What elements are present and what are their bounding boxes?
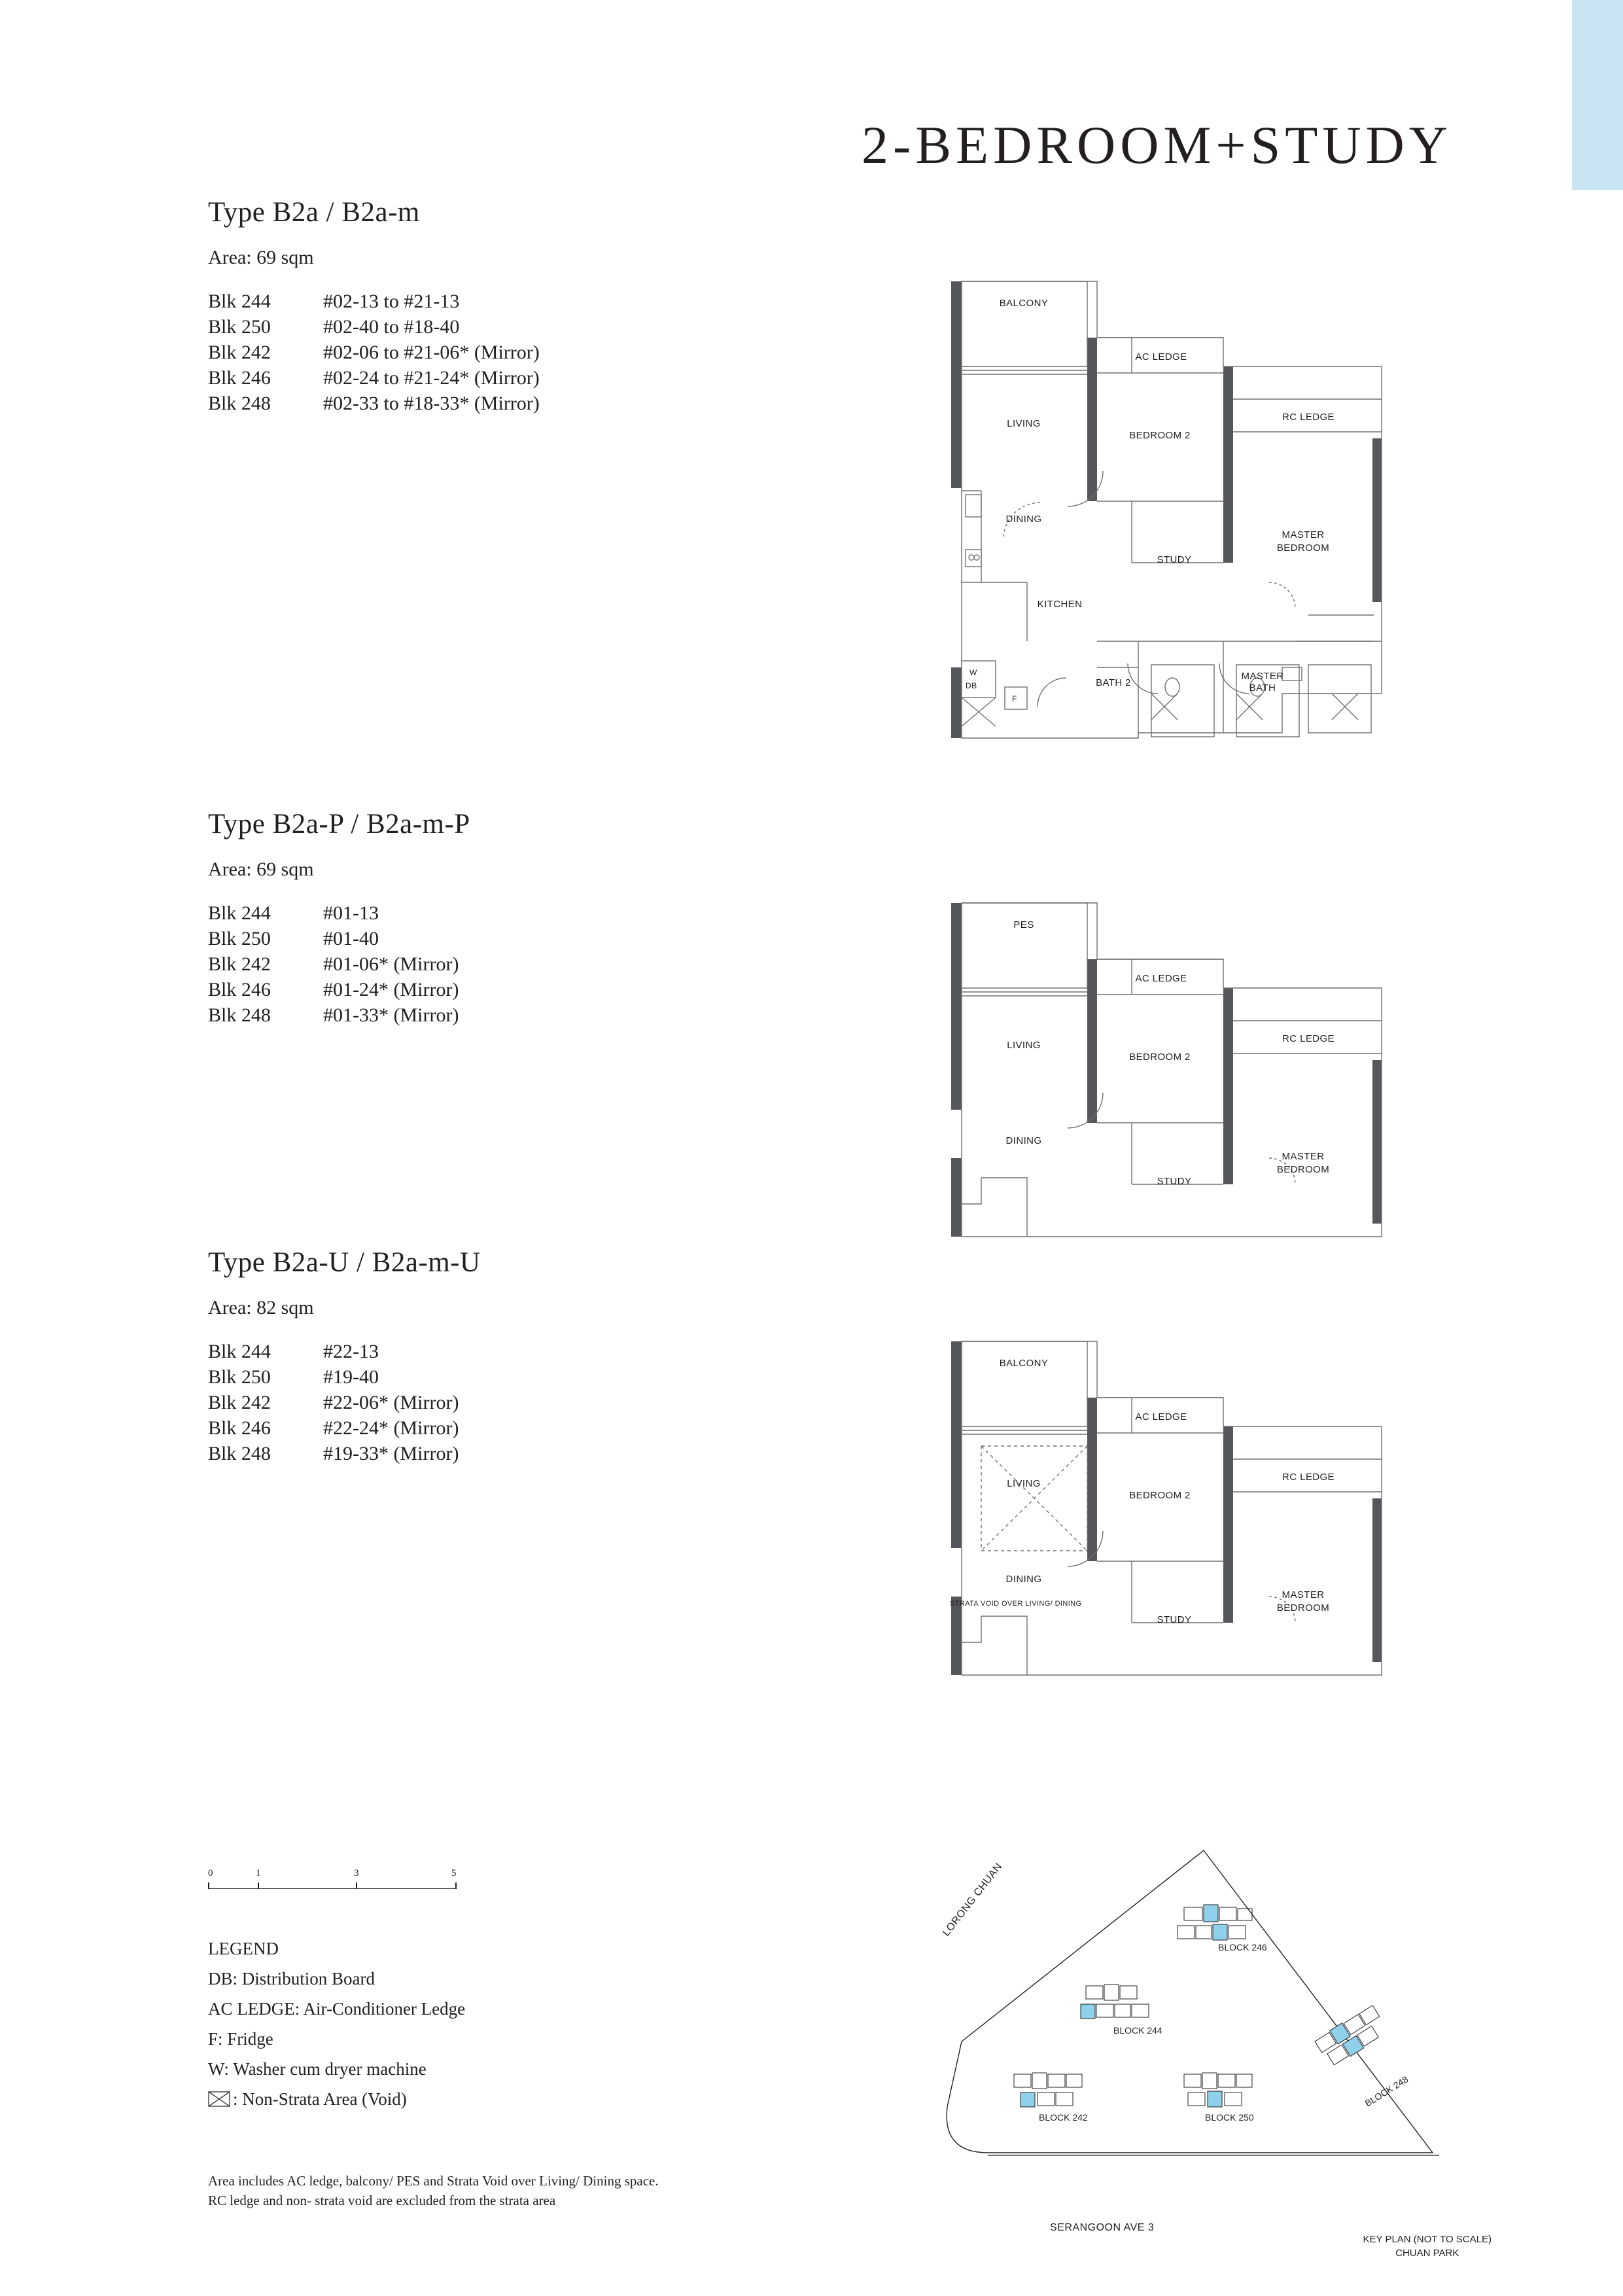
room-label: AC LEDGE: [1135, 973, 1187, 984]
keyplan-block-label: BLOCK 244: [1113, 2025, 1162, 2036]
room-label: STUDY: [1157, 1176, 1192, 1187]
room-label: F: [1012, 694, 1017, 703]
room-label: BEDROOM 2: [1129, 1490, 1191, 1501]
scale-tick-label: 1: [256, 1868, 261, 1879]
room-label: BEDROOM: [1276, 1164, 1330, 1175]
legend-title: LEGEND: [208, 1939, 279, 1958]
room-label: LIVING: [1007, 1040, 1041, 1051]
keyplan-block-label: BLOCK 250: [1205, 2112, 1254, 2123]
unit-listings: [208, 900, 928, 1028]
footnote-line: RC ledge and non- strata void are excluded from the strata area: [208, 2193, 556, 2208]
list-item: Blk 246 #22-24* (Mirror): [208, 1417, 459, 1439]
legend-item: F: Fridge: [208, 2029, 273, 2049]
legend: [208, 1934, 862, 2114]
room-label: RC LEDGE: [1282, 1033, 1335, 1044]
unit-type-label: Type B2a-P / B2a-m-P: [208, 809, 470, 839]
scale-tick-label: 0: [208, 1868, 213, 1879]
room-label: AC LEDGE: [1135, 1411, 1187, 1422]
key-plan: [922, 1845, 1492, 2264]
room-label: DINING: [1005, 514, 1042, 525]
footnote: [208, 2171, 928, 2210]
scale-tick-label: 3: [354, 1868, 359, 1879]
room-label: BALCONY: [999, 1358, 1049, 1369]
room-label: PES: [1013, 919, 1034, 930]
list-item: Blk 248 #01-33* (Mirror): [208, 1004, 459, 1026]
room-label: KITCHEN: [1037, 599, 1083, 610]
unit-type-label: Type B2a-U / B2a-m-U: [208, 1247, 481, 1278]
room-label: BATH 2: [1096, 677, 1131, 688]
legend-void-label: : Non-Strata Area (Void): [233, 2089, 407, 2109]
list-item: Blk 250 #01-40: [208, 928, 379, 949]
keyplan-caption: [1363, 2233, 1492, 2260]
room-label: BEDROOM: [1276, 542, 1330, 554]
room-label: BEDROOM 2: [1129, 1051, 1191, 1063]
list-item: Blk 250 #19-40: [208, 1366, 379, 1388]
room-label: MASTER: [1282, 1589, 1325, 1600]
list-item: Blk 244 #22-13: [208, 1341, 379, 1362]
keyplan-block-label: BLOCK 248: [1363, 2074, 1410, 2109]
unit-listings: [208, 1339, 928, 1466]
scale-bar-labels: [208, 1868, 457, 1882]
floorplan-b2a: [942, 275, 1426, 805]
list-item: Blk 242 #01-06* (Mirror): [208, 953, 459, 975]
room-label: DB: [966, 681, 977, 690]
legend-item: DB: Distribution Board: [208, 1969, 375, 1988]
room-label: W: [969, 668, 977, 677]
unit-listings: [208, 289, 928, 416]
unit-area-label: Area: 82 sqm: [208, 1297, 314, 1318]
list-item: Blk 244 #02-13 to #21-13: [208, 291, 460, 312]
scale-bar-line: [208, 1882, 457, 1889]
scale-bar: [208, 1868, 457, 1894]
list-item: Blk 242 #22-06* (Mirror): [208, 1392, 459, 1413]
list-item: Blk 246 #02-24 to #21-24* (Mirror): [208, 367, 540, 389]
room-label: DINING: [1005, 1135, 1042, 1146]
keyplan-block-label: BLOCK 242: [1039, 2112, 1088, 2123]
list-item: Blk 246 #01-24* (Mirror): [208, 979, 459, 1000]
unit-block-b2a-p: [208, 808, 928, 1028]
list-item: Blk 248 #19-33* (Mirror): [208, 1443, 459, 1464]
room-label: STUDY: [1157, 1614, 1192, 1625]
room-label: LIVING: [1007, 1478, 1041, 1489]
page-title: 2-BEDROOM+STUDY: [862, 115, 1452, 175]
room-label: AC LEDGE: [1135, 351, 1187, 362]
legend-item: W: Washer cum dryer machine: [208, 2059, 427, 2079]
unit-area-label: Area: 69 sqm: [208, 858, 314, 880]
room-label: LIVING: [1007, 418, 1041, 429]
keyplan-caption-line: KEY PLAN (NOT TO SCALE): [1363, 2234, 1492, 2245]
room-label: DINING: [1005, 1574, 1042, 1585]
room-label: MASTER: [1282, 1151, 1325, 1162]
list-item: Blk 248 #02-33 to #18-33* (Mirror): [208, 393, 540, 414]
room-label-strata-void: STRATA VOID OVER LIVING/ DINING: [950, 1600, 1082, 1608]
room-label: MASTER: [1282, 529, 1325, 540]
unit-type-label: Type B2a / B2a-m: [208, 197, 420, 228]
room-label: MASTER: [1241, 671, 1284, 682]
list-item: Blk 242 #02-06 to #21-06* (Mirror): [208, 342, 540, 363]
room-label: RC LEDGE: [1282, 412, 1335, 423]
legend-item: AC LEDGE: Air-Conditioner Ledge: [208, 1999, 466, 2019]
accent-corner-tab: [1572, 0, 1623, 190]
void-area-icon: [208, 2091, 230, 2107]
unit-area-label: Area: 69 sqm: [208, 247, 314, 268]
keyplan-caption-line: CHUAN PARK: [1395, 2248, 1459, 2259]
footnote-line: Area includes AC ledge, balcony/ PES and Strata Void over Living/ Dining space.: [208, 2173, 659, 2189]
floorplan-b2a-u: [942, 1335, 1426, 1708]
floorplan-b2a-p: [942, 896, 1426, 1269]
keyplan-road-lorong-chuan: LORONG CHUAN: [941, 1861, 1005, 1939]
room-label: STUDY: [1157, 554, 1192, 565]
unit-block-b2a-u: [208, 1246, 928, 1466]
room-label: BEDROOM: [1276, 1602, 1330, 1614]
keyplan-road-serangoon: SERANGOON AVE 3: [1050, 2222, 1155, 2233]
scale-tick-label: 5: [451, 1868, 457, 1879]
room-label: BATH: [1249, 682, 1276, 694]
list-item: Blk 244 #01-13: [208, 902, 379, 924]
keyplan-block-label: BLOCK 246: [1218, 1942, 1267, 1952]
legend-item-void: [208, 2084, 862, 2114]
unit-block-b2a: [208, 196, 928, 416]
room-label: BEDROOM 2: [1129, 430, 1191, 441]
room-label: RC LEDGE: [1282, 1472, 1335, 1483]
room-label: BALCONY: [999, 298, 1049, 309]
list-item: Blk 250 #02-40 to #18-40: [208, 316, 460, 338]
